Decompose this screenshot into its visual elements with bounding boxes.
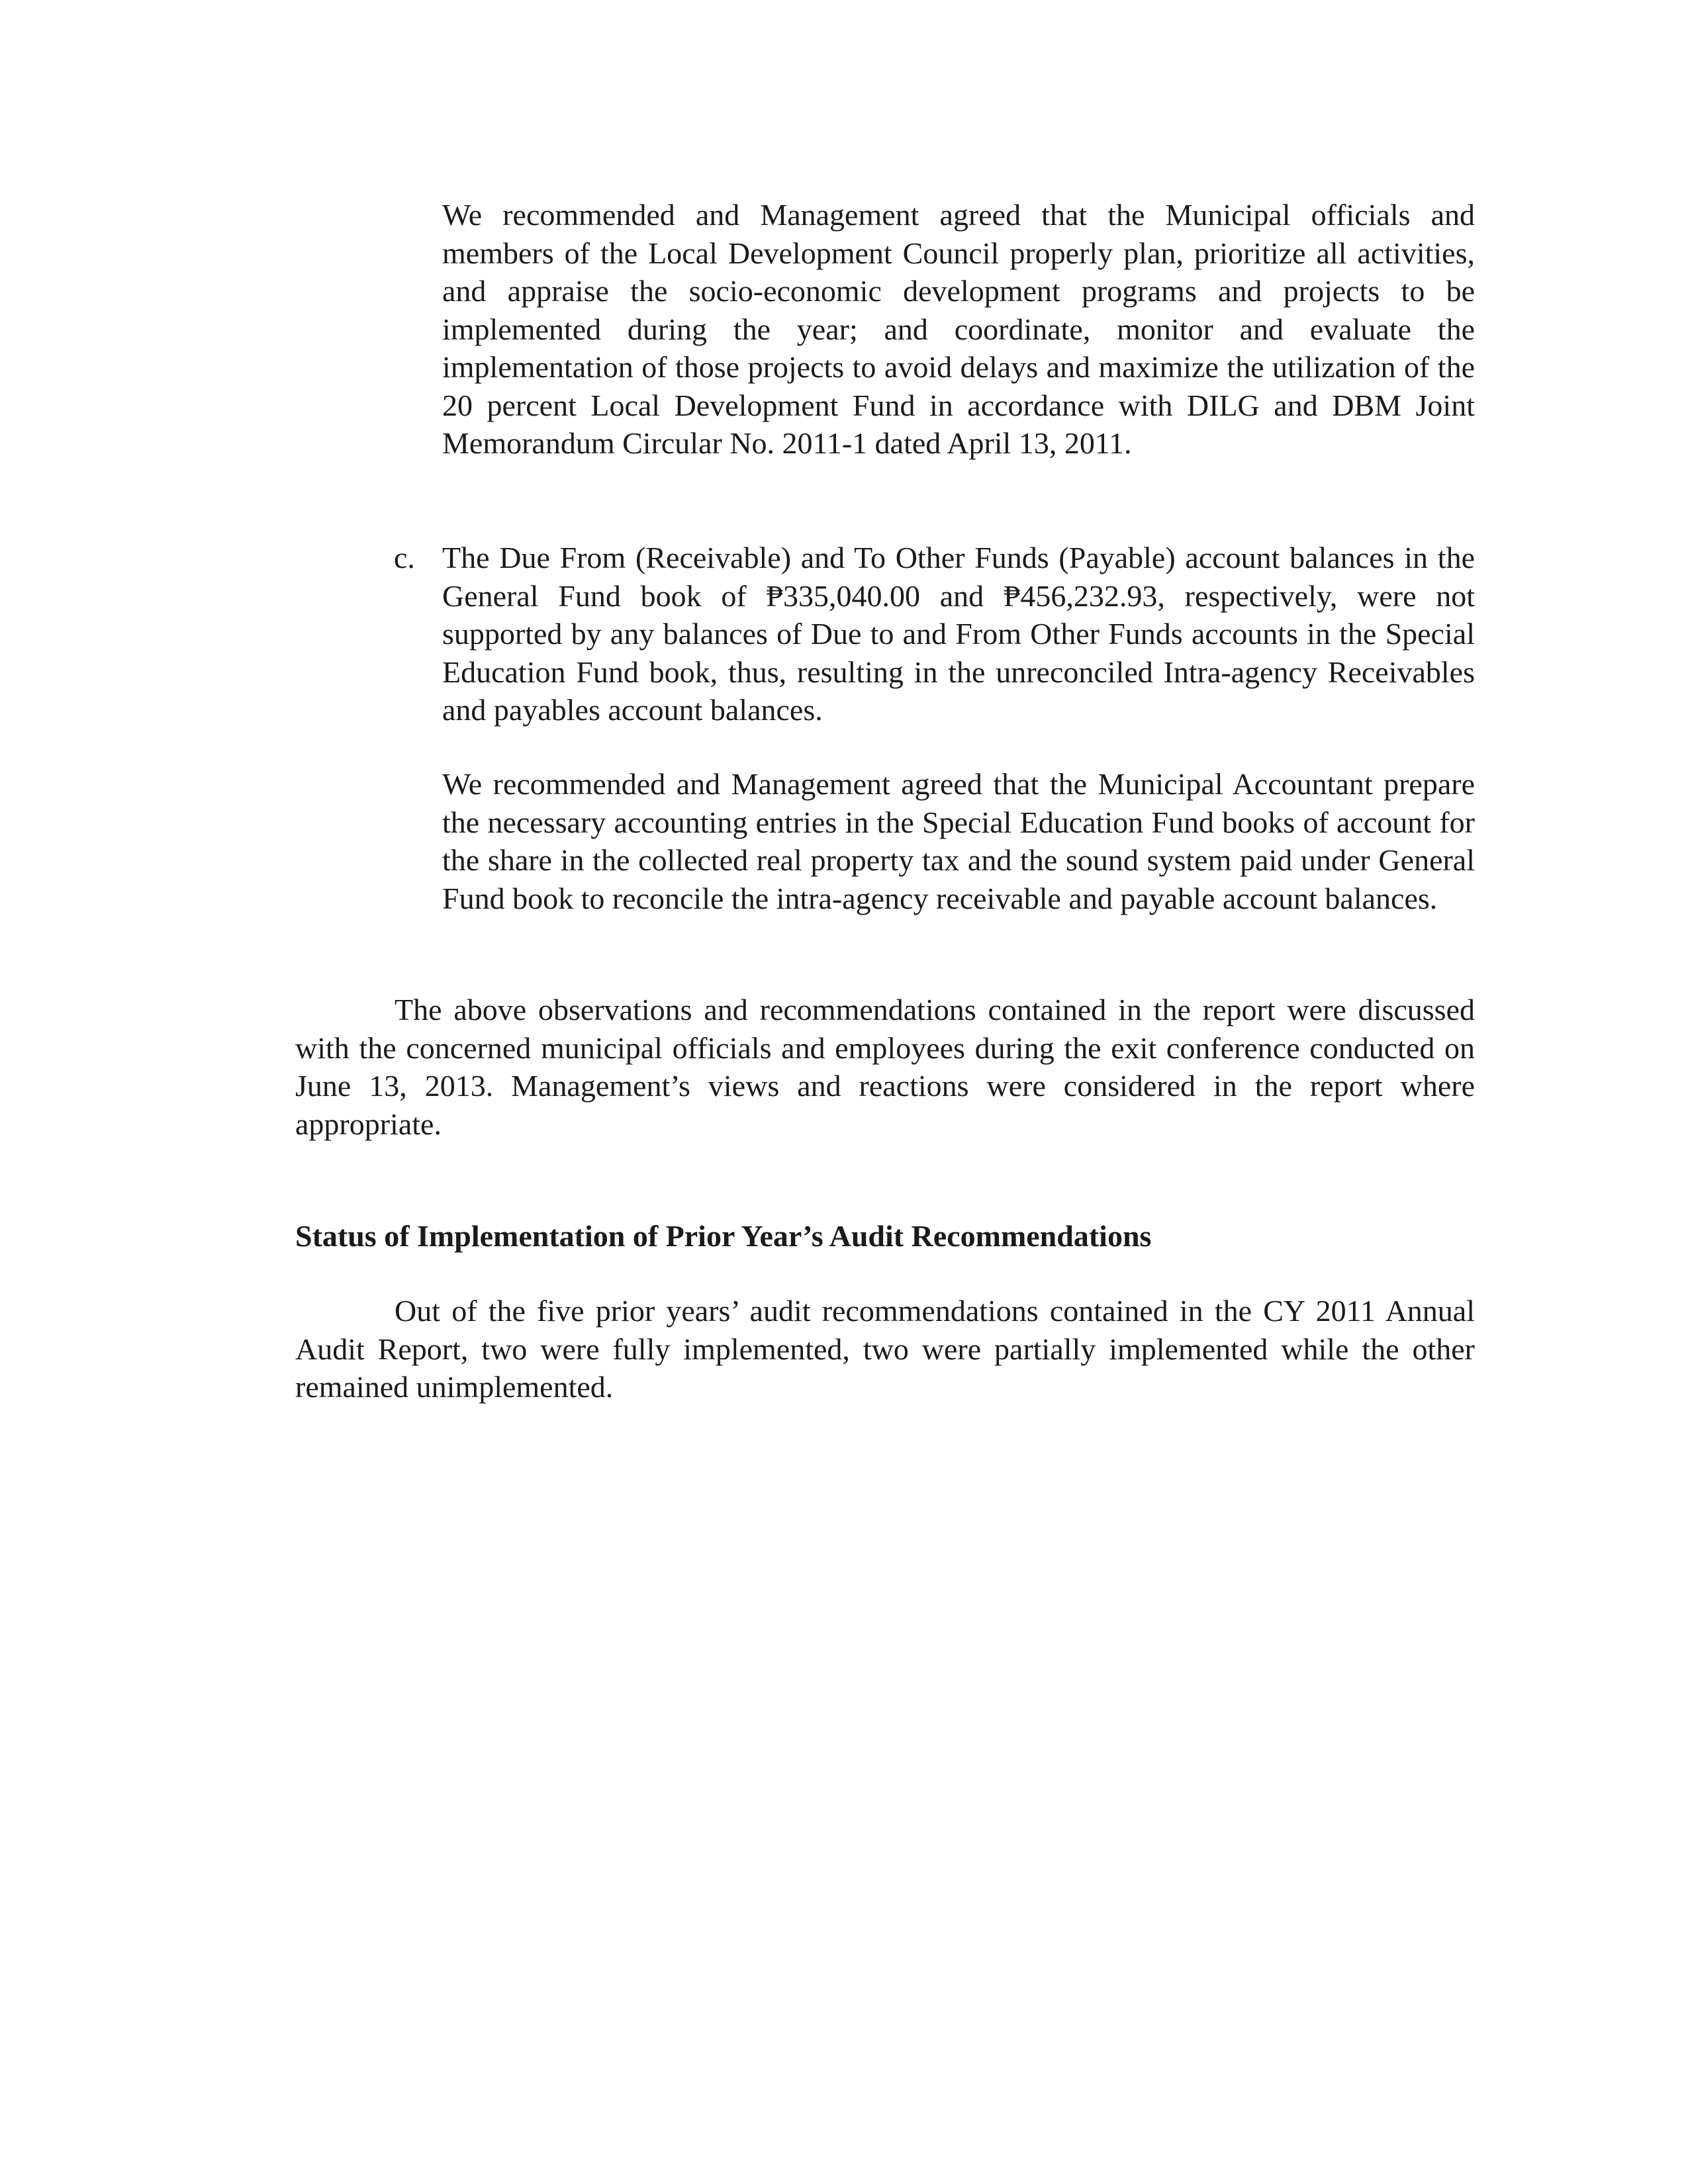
item-c-observation-paragraph: The Due From (Receivable) and To Other Funds (Payable) account balances in the General Fund book of ₱335,040.00 and ₱456,232.93, respectively, were not supported by any balances of Due to and From Other Funds accounts in the Special Education Fund book, thus, resulting in the unreconciled Intra-agency Receivables and payables account balances. — [442, 541, 1475, 727]
exit-conference-paragraph: The above observations and recommendations contained in the report were discussed with the concerned municipal officials and employees during the exit conference conducted on June 13, 2013. Management’s views and reactions were considered in the report where appropriate. — [295, 993, 1475, 1141]
status-paragraph: Out of the five prior years’ audit recommendations contained in the CY 2011 Annual Audit Report, two were fully implemented, two were partially implemented while the other remained unimplemented. — [295, 1294, 1475, 1404]
recommendation-b-paragraph: We recommended and Management agreed that the Municipal officials and members of the Local Development Council properly plan, prioritize all activities, and appraise the socio-economic development programs and projects to be implemented during the year; and coordinate, monitor and evaluate the implementation of those projects to avoid delays and maximize the utilization of the 20 percent Local Development Fund in accordance with DILG and DBM Joint Memorandum Circular No. 2011-1 dated April 13, 2011. — [442, 198, 1475, 460]
status-heading: Status of Implementation of Prior Year’s Audit Recommendations — [295, 1219, 1152, 1253]
item-c-recommendation-paragraph: We recommended and Management agreed that the Municipal Accountant prepare the necessary accounting entries in the Special Education Fund books of account for the share in the collected real property tax and the sound system paid under General Fund book to reconcile the intra-agency receivable and payable account balances. — [442, 767, 1475, 915]
item-c-label: c. — [394, 541, 415, 574]
